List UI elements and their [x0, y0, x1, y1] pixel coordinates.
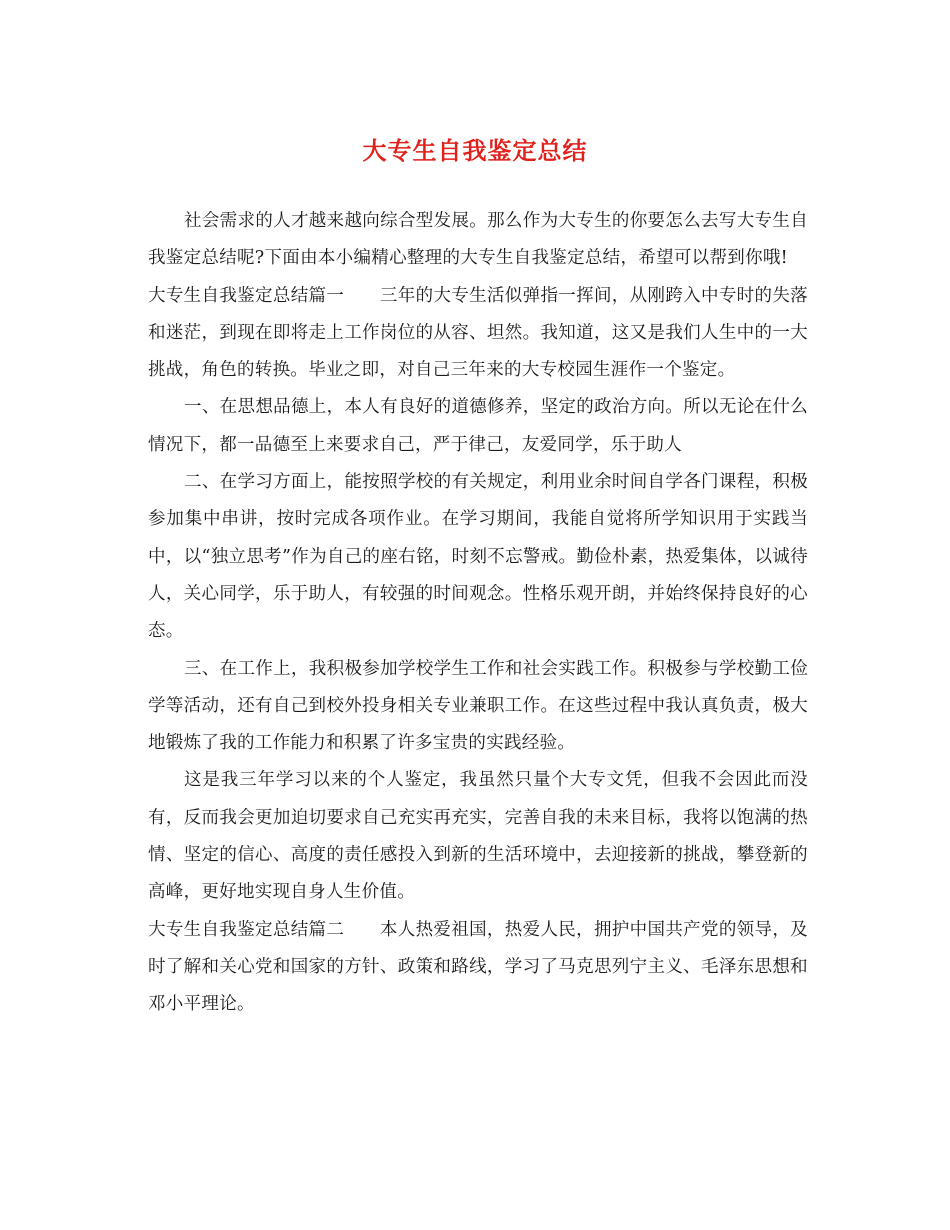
document-body: [148, 203, 808, 1024]
section-one-paragraph: 大专生自我鉴定总结篇一 三年的大专生活似弹指一挥间，从刚跨入中专时的失落和迷茫，到现在即将走上工作岗位的从容、坦然。我知道，这又是我们人生中的一大挑战，角色的转换。毕业之即，对自己三年来的大专校园生涯作一个鉴定。: [148, 285, 808, 381]
section-two-paragraph: 大专生自我鉴定总结篇二 本人热爱祖国，热爱人民，拥护中国共产党的领导，及时了解和关心党和国家的方针、政策和路线，学习了马克思列宁主义、毛泽东思想和邓小平理论。: [148, 919, 808, 1015]
intro-paragraph: 社会需求的人才越来越向综合型发展。那么作为大专生的你要怎么去写大专生自我鉴定总结呢?下面由本小编精心整理的大专生自我鉴定总结，希望可以帮到你哦!: [148, 211, 808, 269]
summary-paragraph: 这是我三年学习以来的个人鉴定，我虽然只量个大专文凭，但我不会因此而没有，反而我会更加迫切要求自己充实再充实，完善自我的未来目标，我将以饱满的热情、坚定的信心、高度的责任感投入到新的生活环境中，去迎接新的挑战，攀登新的高峰，更好地实现自身人生价值。: [148, 770, 808, 903]
study-paragraph: 二、在学习方面上，能按照学校的有关规定，利用业余时间自学各门课程，积极参加集中串讲，按时完成各项作业。在学习期间，我能自觉将所学知识用于实践当中，以“独立思考”作为自己的座右铭，时刻不忘警戒。勤俭朴素，热爱集体，以诚待人，关心同学，乐于助人，有较强的时间观念。性格乐观开朗，并始终保持良好的心态。: [148, 472, 808, 642]
document-title: 大专生自我鉴定总结: [362, 136, 588, 165]
ideology-paragraph: 一、在思想品德上，本人有良好的道德修养，坚定的政治方向。所以无论在什么情况下，都一品德至上来要求自己，严于律己，友爱同学，乐于助人: [148, 397, 808, 455]
work-paragraph: 三、在工作上，我积极参加学校学生工作和社会实践工作。积极参与学校勤工俭学等活动，还有自己到校外投身相关专业兼职工作。在这些过程中我认真负责，极大地锻炼了我的工作能力和积累了许多宝贵的实践经验。: [148, 658, 808, 754]
